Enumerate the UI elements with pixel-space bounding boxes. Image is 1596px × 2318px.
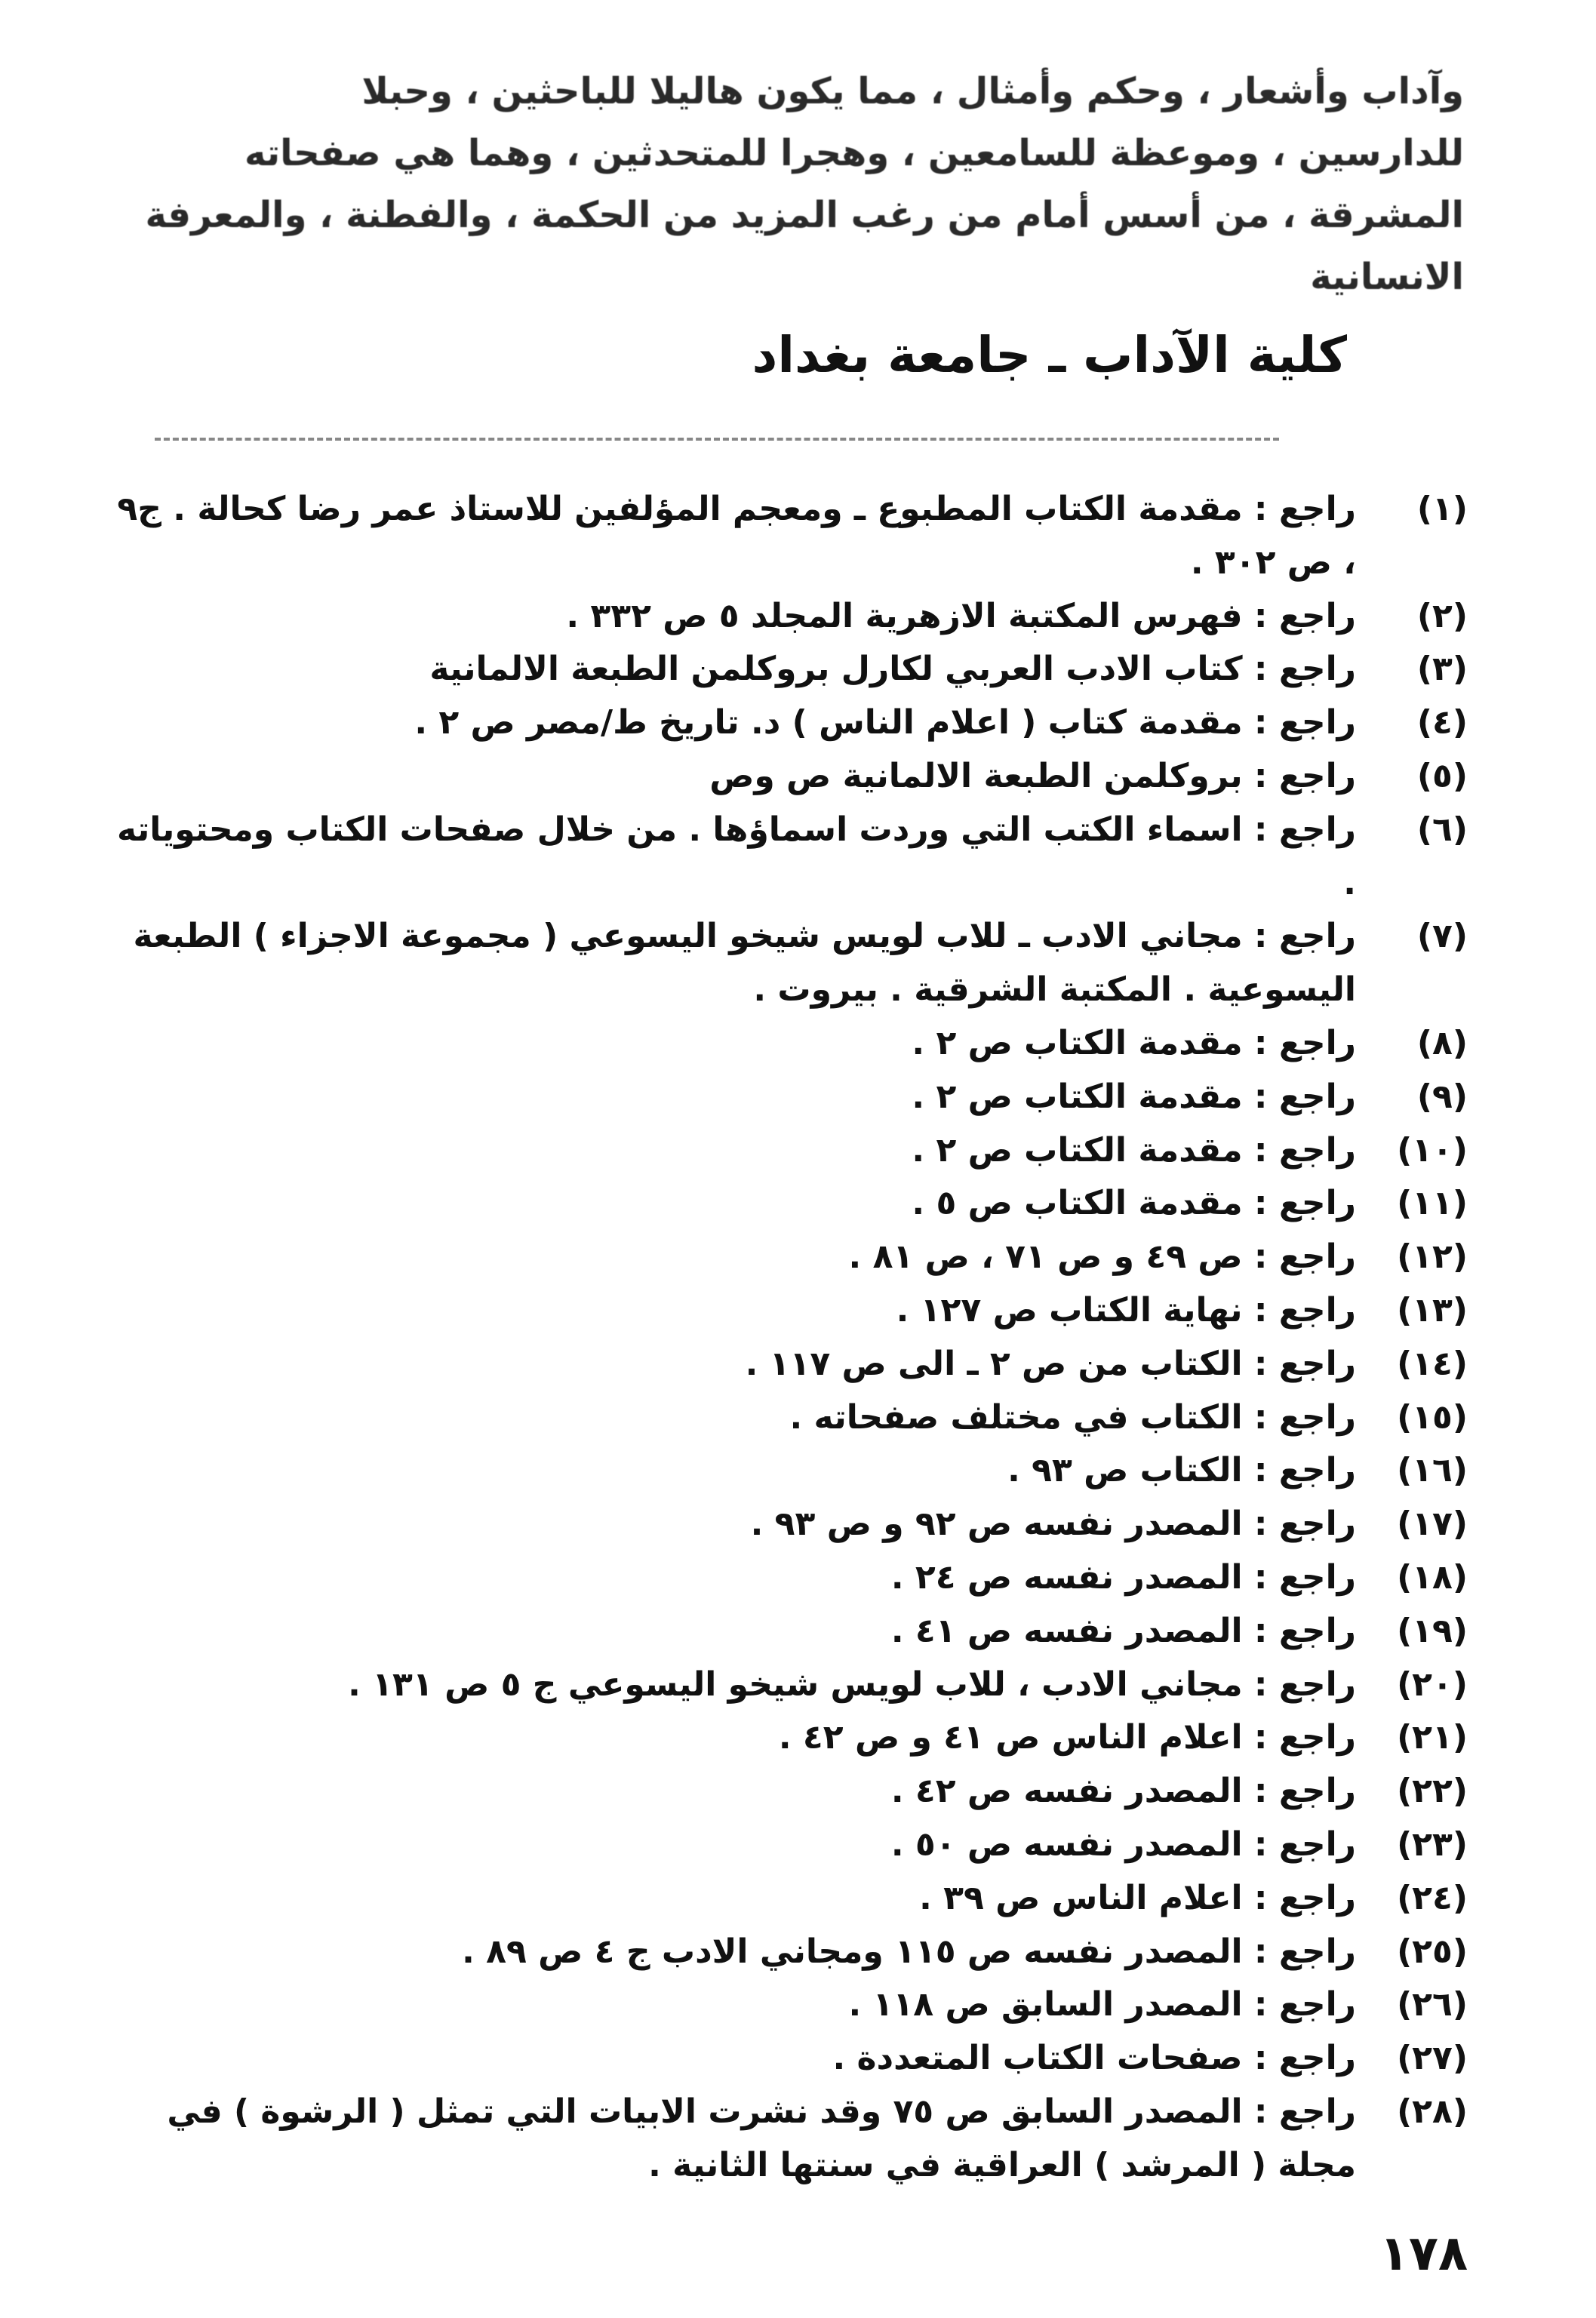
footnote-item: [117, 1391, 1468, 1445]
footnote-item: [117, 590, 1468, 644]
footnote-number: (٢٤): [1397, 1878, 1468, 1917]
footnote-text: راجع : الكتاب ص ٩٣ .: [1007, 1451, 1356, 1490]
footnote-item: [117, 1071, 1468, 1124]
footnote-number: (٦): [1416, 810, 1468, 849]
footnote-text: راجع : المصدر نفسه ص ٢٤ .: [890, 1557, 1356, 1597]
footnote-item: [117, 1124, 1468, 1178]
footnote-text: راجع : مقدمة الكتاب ص ٢ .: [912, 1077, 1356, 1116]
footnote-number: (١٦): [1397, 1451, 1468, 1490]
footnote-number: (١٥): [1397, 1397, 1468, 1437]
footnote-number: (١٣): [1397, 1290, 1468, 1330]
footnote-text: راجع : نهاية الكتاب ص ١٢٧ .: [896, 1290, 1356, 1330]
footnote-number: (٧): [1416, 917, 1468, 956]
footnote-text: راجع : المصدر نفسه ص ٤١ .: [890, 1611, 1356, 1650]
footnote-text: راجع : مجاني الادب ، للاب لويس شيخو اليسوعي ج ٥ ص ١٣١ .: [348, 1665, 1356, 1704]
footnote-text: راجع : اعلام الناس ص ٣٩ .: [919, 1878, 1356, 1917]
footnote-item: [117, 1177, 1468, 1231]
footnotes-list: [117, 483, 1468, 2193]
footnote-number: (٢٧): [1397, 2039, 1468, 2078]
footnote-number: (٢٠): [1397, 1665, 1468, 1704]
footnote-separator: [155, 438, 1279, 441]
footnote-number: (١٢): [1397, 1237, 1468, 1277]
footnote-item: [117, 1978, 1468, 2032]
footnote-item: [117, 2032, 1468, 2086]
intro-line: الانسانية: [1310, 256, 1464, 298]
footnote-number: (٢٥): [1397, 1932, 1468, 1971]
footnote-number: (١٠): [1397, 1130, 1468, 1170]
footnote-text: راجع : المصدر نفسه ص ١١٥ ومجاني الادب ج ٤ ص ٨٩ .: [462, 1932, 1356, 1971]
footnote-number: (٥): [1416, 756, 1468, 795]
footnote-item: [117, 1284, 1468, 1338]
intro-paragraph: [121, 60, 1464, 308]
footnote-item: [117, 1017, 1468, 1071]
footnote-number: (٢٦): [1397, 1985, 1468, 2024]
author-affiliation: كلية الآداب ـ جامعة بغداد: [752, 326, 1347, 384]
intro-line: للدارسين ، وموعظة للسامعين ، وهجرا للمتحدثين ، وهما هي صفحاته: [244, 132, 1464, 174]
footnote-text: راجع : صفحات الكتاب المتعددة .: [832, 2039, 1356, 2078]
footnote-item: [117, 643, 1468, 696]
footnote-text: راجع : اعلام الناس ص ٤١ و ص ٤٢ .: [778, 1718, 1356, 1757]
footnote-item: [117, 1872, 1468, 1926]
footnote-text: راجع : فهرس المكتبة الازهرية المجلد ٥ ص ٣٣٢ .: [566, 596, 1356, 635]
footnote-text: راجع : مقدمة الكتاب ص ٥ .: [912, 1184, 1356, 1223]
intro-line: المشرقة ، من أسس أمام من رغب المزيد من الحكمة ، والفطنة ، والمعرفة: [145, 194, 1464, 236]
footnote-text: راجع : اسماء الكتب التي وردت اسماؤها . من خلال صفحات الكتاب ومحتوياته .: [117, 810, 1356, 902]
footnote-text: راجع : بروكلمن الطبعة الالمانية ص وص: [709, 756, 1356, 795]
footnote-number: (١٨): [1397, 1557, 1468, 1597]
footnote-text: راجع : المصدر نفسه ص ٤٢ .: [890, 1772, 1356, 1811]
footnote-item: [117, 1765, 1468, 1818]
footnote-item: [117, 1551, 1468, 1605]
footnote-item: [117, 804, 1468, 911]
footnote-number: (٩): [1416, 1077, 1468, 1116]
footnote-text: راجع : المصدر نفسه ص ٩٢ و ص ٩٣ .: [750, 1505, 1356, 1544]
footnote-text: راجع : الكتاب في مختلف صفحاته .: [789, 1397, 1356, 1437]
footnote-number: (٢١): [1397, 1718, 1468, 1757]
footnote-text: راجع : مقدمة الكتاب ص ٢ .: [912, 1023, 1356, 1062]
footnote-text: راجع : مقدمة الكتاب ص ٢ .: [912, 1130, 1356, 1170]
footnote-text: راجع : مجاني الادب ـ للاب لويس شيخو اليسوعي ( مجموعة الاجزاء ) الطبعة اليسوعية . المكتبة الشرقية . بيروت .: [133, 917, 1356, 1010]
footnote-number: (٢٢): [1397, 1772, 1468, 1811]
footnote-item: [117, 1231, 1468, 1284]
footnote-number: (١٩): [1397, 1611, 1468, 1650]
footnote-item: [117, 2086, 1468, 2193]
footnote-number: (١٤): [1397, 1344, 1468, 1383]
footnote-number: (١٧): [1397, 1505, 1468, 1544]
footnote-text: راجع : مقدمة الكتاب المطبوع ـ ومعجم المؤلفين للاستاذ عمر رضا كحالة . ج٩ ، ص ٣٠٢ .: [117, 490, 1356, 582]
footnote-item: [117, 1338, 1468, 1391]
footnote-text: راجع : المصدر السابق ص ٧٥ وقد نشرت الابيات التي تمثل ( الرشوة ) في مجلة ( المرشد ) العراقية في سنتها الثانية .: [167, 2092, 1356, 2184]
footnote-item: [117, 696, 1468, 750]
footnote-text: راجع : ص ٤٩ و ص ٧١ ، ص ٨١ .: [848, 1237, 1356, 1277]
footnote-text: راجع : الكتاب من ص ٢ ـ الى ص ١١٧ .: [745, 1344, 1356, 1383]
footnote-text: راجع : المصدر السابق ص ١١٨ .: [848, 1985, 1356, 2024]
footnote-item: [117, 1498, 1468, 1551]
footnote-item: [117, 750, 1468, 804]
footnote-number: (٤): [1416, 703, 1468, 742]
footnote-item: [117, 910, 1468, 1017]
footnote-item: [117, 1605, 1468, 1659]
footnote-number: (٢٣): [1397, 1825, 1468, 1864]
footnote-item: [117, 1711, 1468, 1765]
footnote-number: (٢): [1416, 596, 1468, 635]
page-number: ١٧٨: [1379, 2226, 1468, 2282]
footnote-text: راجع : مقدمة كتاب ( اعلام الناس ) د. تاريخ ط/مصر ص ٢ .: [414, 703, 1356, 742]
footnote-text: راجع : المصدر نفسه ص ٥٠ .: [890, 1825, 1356, 1864]
footnote-number: (٢٨): [1397, 2092, 1468, 2131]
footnote-item: [117, 1818, 1468, 1872]
footnote-item: [117, 483, 1468, 590]
footnote-item: [117, 1926, 1468, 1979]
footnote-number: (٨): [1416, 1023, 1468, 1062]
intro-line: وآداب وأشعار ، وحكم وأمثال ، مما يكون هاليلا للباحثين ، وحبلا: [361, 70, 1464, 112]
footnote-text: راجع : كتاب الادب العربي لكارل بروكلمن الطبعة الالمانية: [429, 650, 1356, 689]
footnote-number: (١١): [1397, 1184, 1468, 1223]
footnote-item: [117, 1659, 1468, 1712]
footnote-item: [117, 1444, 1468, 1498]
footnote-number: (١): [1416, 490, 1468, 528]
footnote-number: (٣): [1416, 650, 1468, 689]
